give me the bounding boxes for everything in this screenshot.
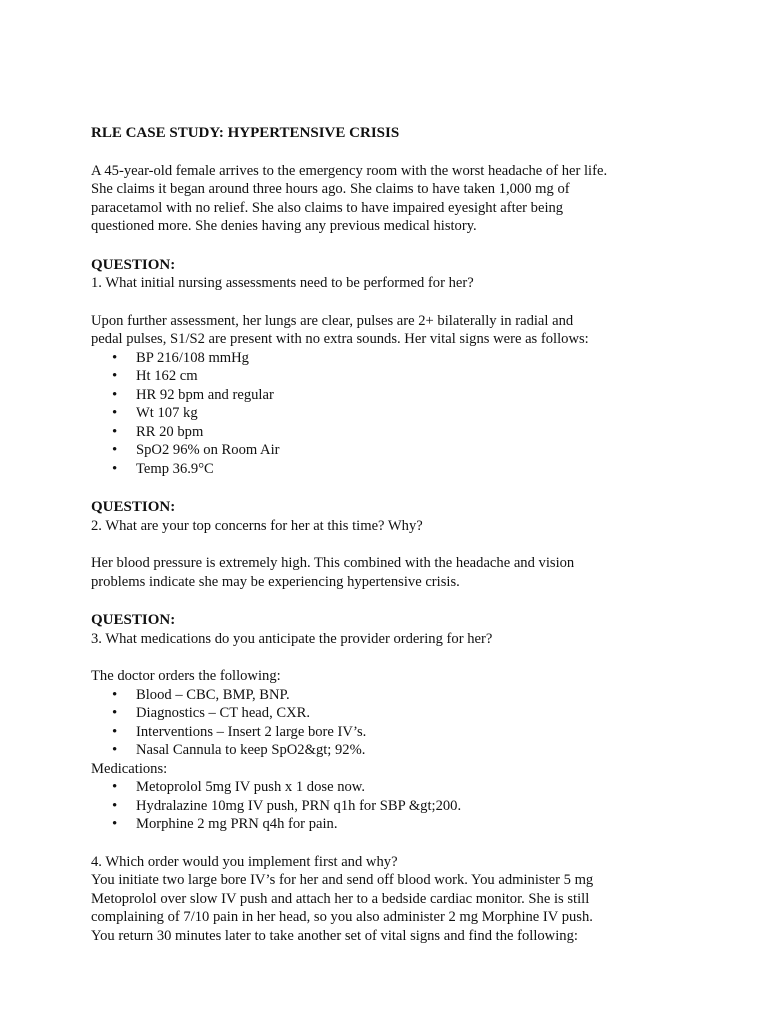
list-item: • RR 20 bpm [136, 423, 731, 442]
assessment-line: pedal pulses, S1/S2 are present with no extra sounds. Her vital signs were as follows: [91, 331, 589, 347]
document-title: RLE CASE STUDY: HYPERTENSIVE CRISIS [91, 125, 400, 141]
question-2-text: 2. What are your top concerns for her at this time? Why? [91, 517, 423, 534]
list-item: • Hydralazine 10mg IV push, PRN q1h for SBP &gt;200. [136, 797, 731, 816]
list-item: • Blood – CBC, BMP, BNP. [136, 686, 731, 705]
list-item: • Temp 36.9°C [136, 460, 731, 479]
medications-label: Medications: [91, 760, 168, 777]
question-3-text: 3. What medications do you anticipate the provider ordering for her? [91, 630, 493, 647]
document-body [91, 124, 731, 945]
question-3-heading: QUESTION: [91, 612, 176, 628]
list-item: • Metoprolol 5mg IV push x 1 dose now. [136, 778, 731, 797]
question-1-text: 1. What initial nursing assessments need to be performed for her? [91, 275, 474, 291]
medications-list [91, 778, 731, 834]
list-item: • Ht 162 cm [136, 367, 731, 386]
orders-intro: The doctor orders the following: [91, 668, 281, 684]
assessment-paragraph [91, 312, 731, 349]
outcome-line: Metoprolol over slow IV push and attach her to a bedside cardiac monitor. She is still [91, 890, 590, 907]
intro-line: A 45-year-old female arrives to the emergency room with the worst headache of her life. [91, 162, 608, 179]
question-1-block [91, 256, 731, 293]
outcome-line: You return 30 minutes later to take another set of vital signs and find the following: [91, 927, 578, 944]
outcome-line: You initiate two large bore IV’s for her and send off blood work. You administer 5 mg [91, 872, 594, 888]
question-1-heading: QUESTION: [91, 256, 176, 273]
list-item: • Morphine 2 mg PRN q4h for pain. [136, 815, 731, 834]
outcome-paragraph [91, 871, 731, 945]
vital-signs-list [91, 349, 731, 479]
concern-paragraph [91, 554, 731, 591]
list-item: • SpO2 96% on Room Air [136, 441, 731, 460]
concern-line: Her blood pressure is extremely high. This combined with the headache and vision [91, 555, 575, 571]
intro-line: She claims it began around three hours ago. She claims to have taken 1,000 mg of [91, 181, 570, 197]
list-item: • Diagnostics – CT head, CXR. [136, 704, 731, 723]
question-2-block [91, 498, 731, 535]
orders-list [91, 686, 731, 760]
concern-line: problems indicate she may be experiencing hypertensive crisis. [91, 573, 460, 590]
list-item: • Nasal Cannula to keep SpO2&gt; 92%. [136, 741, 731, 760]
question-2-heading: QUESTION: [91, 499, 176, 515]
question-3-block [91, 611, 731, 648]
list-item: • Wt 107 kg [136, 404, 731, 423]
outcome-line: complaining of 7/10 pain in her head, so you also administer 2 mg Morphine IV push. [91, 909, 593, 925]
intro-line: questioned more. She denies having any previous medical history. [91, 218, 477, 234]
list-item: • HR 92 bpm and regular [136, 386, 731, 405]
question-4-text: 4. Which order would you implement first and why? [91, 853, 398, 870]
assessment-line: Upon further assessment, her lungs are clear, pulses are 2+ bilaterally in radial and [91, 312, 574, 329]
intro-paragraph [91, 162, 731, 236]
intro-line: paracetamol with no relief. She also claims to have impaired eyesight after being [91, 199, 564, 216]
list-item: • Interventions – Insert 2 large bore IV’s. [136, 723, 731, 742]
list-item: • BP 216/108 mmHg [136, 349, 731, 368]
